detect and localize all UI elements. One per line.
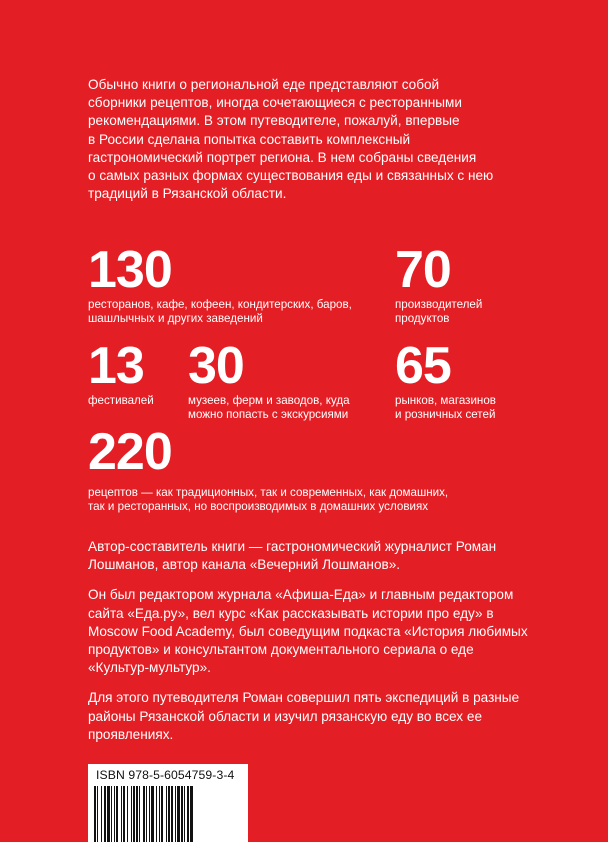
stat-caption: производителей продуктов — [395, 298, 483, 326]
stat-restaurants — [88, 241, 388, 326]
intro-paragraph — [88, 76, 528, 203]
author-paragraph: Автор-составитель книги — гастрономический журналист Роман Лошманов, автор канала «Вечерний Лошманов». — [88, 539, 497, 573]
barcode-bar — [104, 786, 106, 842]
author-bio — [88, 538, 528, 756]
stat-number: 220 — [88, 423, 172, 481]
barcode-bar — [127, 786, 128, 842]
barcode-bar — [161, 786, 163, 842]
intro-line: гастрономический портрет региона. В нем собраны сведения — [88, 149, 477, 165]
stat-number: 13 — [88, 337, 144, 395]
barcode-bar — [177, 786, 180, 842]
stat-number: 65 — [395, 337, 451, 395]
stat-number: 70 — [395, 241, 451, 299]
isbn-barcode-block — [88, 764, 248, 842]
barcode-bar — [146, 786, 147, 842]
barcode-bar — [156, 786, 157, 842]
barcode-bar — [139, 786, 140, 842]
stat-festivals — [88, 337, 178, 408]
barcode-bar — [111, 786, 112, 842]
barcode-bar — [131, 786, 132, 842]
barcode-bar — [149, 786, 150, 842]
barcode-bar — [114, 786, 115, 842]
intro-line: о самых разных формах существования еды и связанных с нею — [88, 168, 494, 184]
stat-caption: рынков, магазинов и розничных сетей — [395, 394, 496, 422]
barcode-bar — [175, 786, 176, 842]
barcode-bar — [166, 786, 167, 842]
barcode-bar — [181, 786, 183, 842]
barcode-bar — [94, 786, 96, 842]
stat-museums — [188, 337, 388, 422]
stat-caption: рецептов — как традиционных, так и современных, как домашних, так и ресторанных, но воспроизводимых в домашних условиях — [88, 486, 449, 514]
barcode-bar — [107, 786, 110, 842]
intro-line: Обычно книги о региональной еде представляют собой — [88, 77, 440, 92]
intro-line: традиций в Рязанской области. — [88, 186, 287, 202]
intro-line: рекомендациями. В этом путеводителе, пожалуй, впервые — [88, 113, 460, 129]
barcode-bar — [101, 786, 102, 842]
barcode-icon — [92, 786, 244, 842]
stat-caption: ресторанов, кафе, кофеен, кондитерских, баров, шашлычных и других заведений — [88, 298, 352, 326]
barcode-bar — [187, 786, 189, 842]
barcode-bar — [171, 786, 173, 842]
intro-line: в России сделана попытка составить комплексный — [88, 131, 411, 147]
barcode-bar — [116, 786, 118, 842]
barcode-bar — [136, 786, 138, 842]
stat-caption: музеев, ферм и заводов, куда можно попасть с экскурсиями — [188, 394, 350, 422]
stat-markets — [395, 337, 555, 422]
stat-number: 130 — [88, 241, 172, 299]
stat-recipes — [88, 423, 508, 514]
barcode-bar — [184, 786, 185, 842]
barcode-bar — [159, 786, 160, 842]
barcode-bar — [97, 786, 98, 842]
intro-line: сборники рецептов, иногда сочетающиеся с ресторанными — [88, 95, 462, 111]
stat-number: 30 — [188, 337, 244, 395]
isbn-number: ISBN 978-5-6054759-3-4 — [96, 768, 235, 782]
barcode-bar — [133, 786, 135, 842]
author-paragraph: Он был редактором журнала «Афиша-Еда» и главным редактором сайта «Еда.ру», вел курс «Как рассказывать истории про еду» в Moscow Food Academy, был соведущим подкаста «История любимых продуктов» и консультантом документального сериала о еде «Культур-мультур». — [88, 587, 528, 676]
author-paragraph: Для этого путеводителя Роман совершил пять экспедиций в разные районы Рязанской области и изучил рязанскую еду во всех ее проявлениях. — [88, 690, 520, 742]
barcode-bar — [123, 786, 125, 842]
barcode-bar — [190, 786, 193, 842]
barcode-bar — [168, 786, 170, 842]
stat-producers — [395, 241, 555, 326]
stat-caption: фестивалей — [88, 394, 154, 407]
barcode-bar — [143, 786, 145, 842]
barcode-bar — [121, 786, 122, 842]
barcode-bar — [151, 786, 154, 842]
